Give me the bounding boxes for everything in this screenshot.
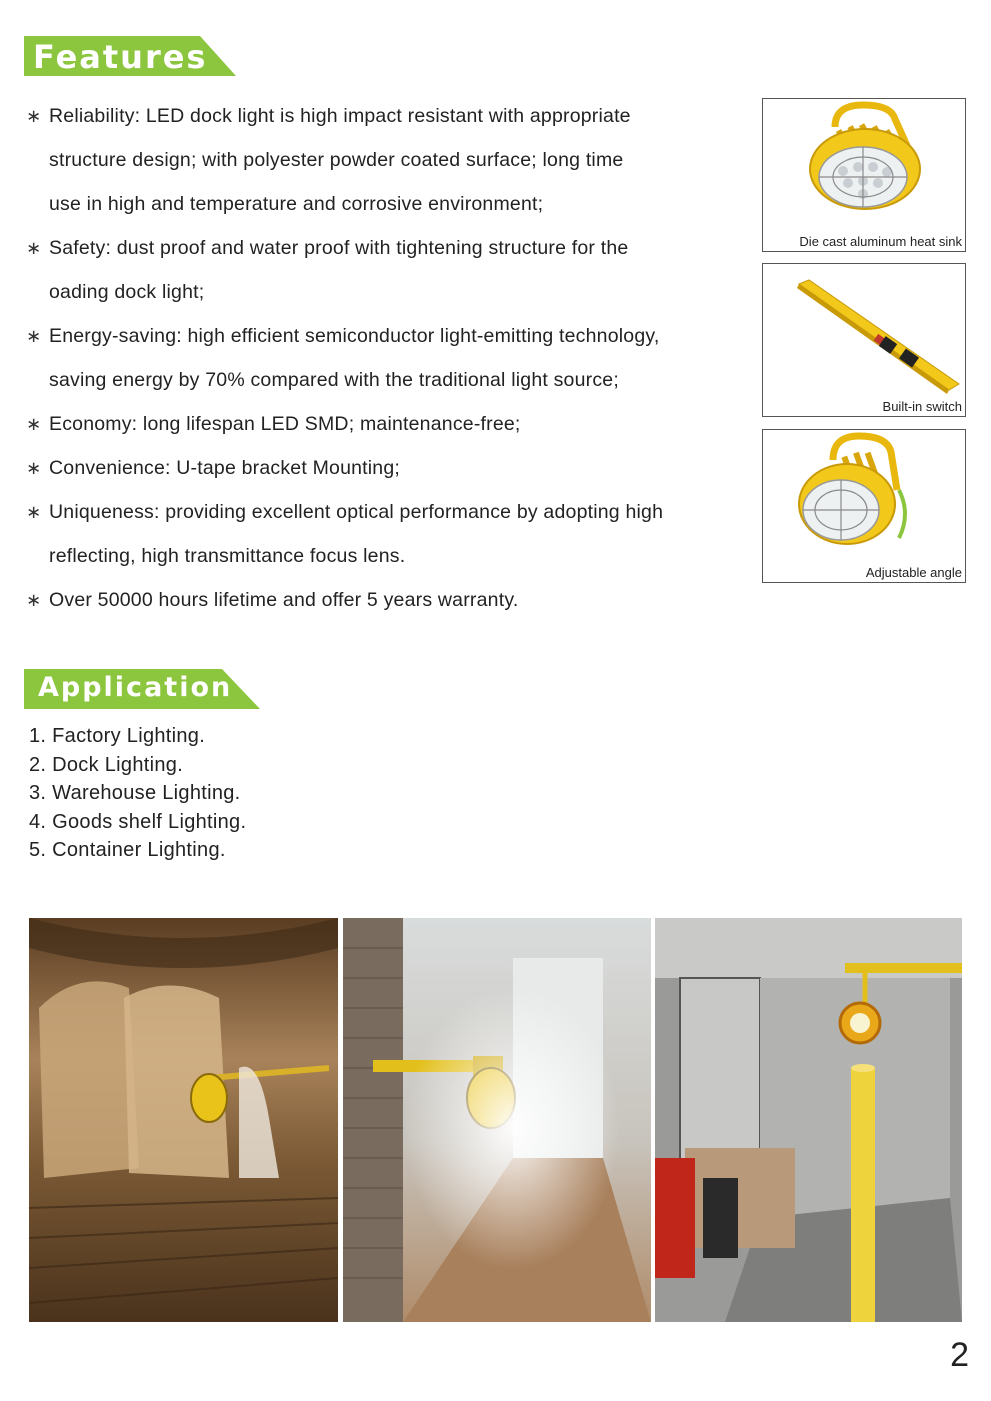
feature-item-energy-saving [26,314,746,402]
feature-line: oading dock light; [49,281,205,303]
application-heading: Application [38,672,233,703]
application-item: 3. Warehouse Lighting. [29,782,241,805]
feature-item-reliability [26,94,746,226]
application-item: 1. Factory Lighting. [29,725,206,747]
feature-image-built-in-switch [762,263,966,417]
bullet-icon: ∗ [26,502,42,522]
bullet-icon: ∗ [26,326,42,346]
feature-line: Convenience: U-tape bracket Mounting; [49,457,401,479]
feature-item-economy [26,402,746,446]
bullet-icon: ∗ [26,458,42,478]
feature-item-uniqueness [26,490,746,578]
feature-line: reflecting, high transmittance focus lens. [49,545,406,567]
feature-line: Uniqueness: providing excellent optical performance by adopting high [49,501,664,523]
application-item: 5. Container Lighting. [29,839,226,862]
feature-line: Energy-saving: high efficient semiconductor light-emitting technology, [49,325,660,347]
feature-line: Economy: long lifespan LED SMD; maintenance-free; [49,413,521,435]
photo-loading-dock [655,918,962,1322]
feature-image-adjustable-angle [762,429,966,583]
feature-item-convenience [26,446,746,490]
application-item: 2. Dock Lighting. [29,753,184,776]
bullet-icon: ∗ [26,414,42,434]
features-heading: Features [33,38,208,76]
feature-line: use in high and temperature and corrosive environment; [49,193,544,215]
page-number: 2 [950,1336,969,1374]
photo-container [343,918,651,1322]
switch-arm-icon [763,264,965,416]
features-heading-banner [24,36,236,76]
feature-item-lifetime [26,578,746,622]
feature-image-caption: Die cast aluminum heat sink [799,234,962,249]
feature-image-heat-sink [762,98,966,252]
feature-line: structure design; with polyester powder coated surface; long time [49,149,624,171]
application-list [29,722,246,865]
features-list [26,94,746,622]
feature-line: Safety: dust proof and water proof with tightening structure for the [49,237,629,259]
feature-line: saving energy by 70% compared with the traditional light source; [49,369,619,391]
bullet-icon: ∗ [26,106,42,126]
application-heading-banner [24,669,260,709]
feature-image-caption: Built-in switch [882,399,962,414]
bullet-icon: ∗ [26,238,42,258]
photo-cargo-hold [29,918,338,1322]
application-item: 4. Goods shelf Lighting. [29,810,247,833]
feature-image-caption: Adjustable angle [865,565,962,580]
feature-line: Reliability: LED dock light is high impact resistant with appropriate [49,105,631,127]
bullet-icon: ∗ [26,590,42,610]
dock-light-angle-icon [763,430,965,582]
dock-light-heat-sink-icon [763,99,965,251]
feature-item-safety [26,226,746,314]
feature-line: Over 50000 hours lifetime and offer 5 years warranty. [49,589,519,611]
